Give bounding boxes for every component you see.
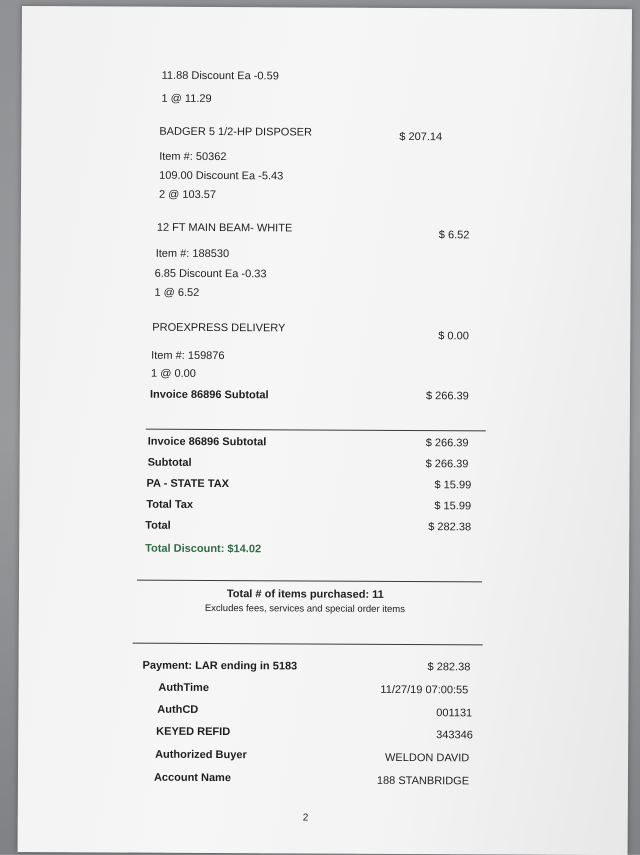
divider — [133, 643, 483, 646]
refid-label: KEYED REFID — [156, 725, 231, 739]
item-price: $ 0.00 — [438, 330, 469, 343]
item-number: Item #: 188530 — [155, 247, 230, 261]
total-discount: Total Discount: $14.02 — [145, 542, 262, 556]
receipt-page — [18, 6, 632, 855]
authcd-label: AuthCD — [157, 703, 199, 716]
total-tax-value: $ 15.99 — [434, 500, 472, 513]
item-discount: 6.85 Discount Ea -0.33 — [154, 267, 267, 281]
payment-method-label: Payment: LAR ending in 5183 — [142, 659, 298, 673]
refid-value: 343346 — [436, 729, 473, 742]
prev-item-qty: 1 @ 11.29 — [161, 92, 212, 105]
total-tax-label: Total Tax — [146, 498, 194, 511]
item-number: Item #: 159876 — [151, 349, 225, 363]
authtime-label: AuthTime — [158, 681, 209, 694]
item-price: $ 207.14 — [399, 130, 443, 144]
prev-item-discount: 11.88 Discount Ea -0.59 — [161, 69, 279, 83]
subtotal-value: $ 266.39 — [425, 458, 469, 471]
total-label: Total — [145, 519, 171, 532]
state-tax-label: PA - STATE TAX — [146, 477, 230, 491]
totals-invoice-subtotal-value: $ 266.39 — [425, 437, 469, 450]
item-qty: 1 @ 0.00 — [151, 367, 196, 380]
invoice-subtotal-label: Invoice 86896 Subtotal — [149, 388, 269, 402]
items-purchased: Total # of items purchased: 11 — [226, 588, 384, 601]
account-value: 188 STANBRIDGE — [376, 774, 470, 788]
items-note: Excludes fees, services and special order items — [204, 602, 405, 616]
invoice-subtotal-value: $ 266.39 — [425, 390, 469, 403]
item-qty: 2 @ 103.57 — [158, 188, 217, 202]
totals-invoice-subtotal-label: Invoice 86896 Subtotal — [147, 435, 267, 449]
buyer-value: WELDON DAVID — [385, 751, 470, 765]
authtime-value: 11/27/19 07:00:55 — [380, 683, 469, 697]
item-number: Item #: 50362 — [159, 150, 227, 164]
divider — [137, 580, 482, 583]
item-name: BADGER 5 1/2-HP DISPOSER — [159, 125, 312, 139]
item-name: 12 FT MAIN BEAM- WHITE — [156, 221, 293, 235]
account-label: Account Name — [153, 771, 232, 785]
subtotal-label: Subtotal — [147, 456, 192, 469]
divider — [146, 429, 486, 432]
buyer-label: Authorized Buyer — [155, 748, 247, 762]
state-tax-value: $ 15.99 — [434, 479, 472, 492]
item-price: $ 6.52 — [438, 229, 470, 242]
page-number: 2 — [302, 812, 309, 824]
payment-method-value: $ 282.38 — [427, 661, 471, 674]
item-qty: 1 @ 6.52 — [154, 286, 200, 299]
item-name: PROEXPRESS DELIVERY — [152, 321, 286, 335]
item-discount: 109.00 Discount Ea -5.43 — [159, 169, 284, 183]
total-value: $ 282.38 — [428, 521, 472, 534]
authcd-value: 001131 — [436, 707, 473, 720]
